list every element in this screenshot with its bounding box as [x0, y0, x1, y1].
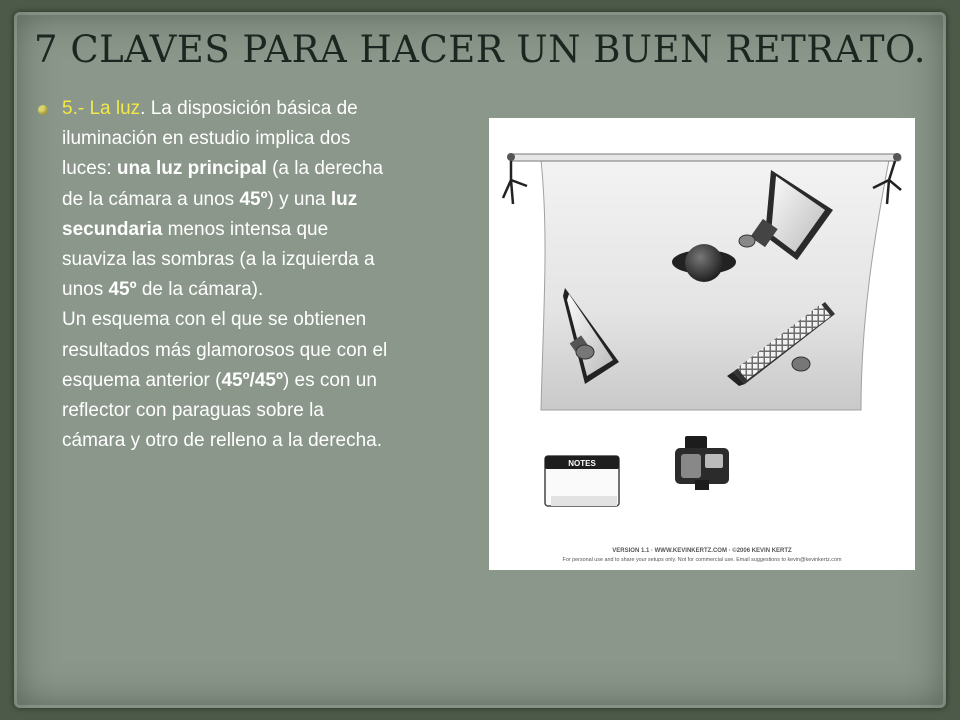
bold-term: luz secundaria: [62, 188, 358, 240]
bold-term: 45º: [108, 279, 137, 301]
credit-line-1: VERSION 1.1 · WWW.KEVINKERTZ.COM · ©2006 KEVIN KERTZ: [612, 548, 792, 554]
text-segment: La disposición básica de iluminación en estudio implica dos luces:: [62, 98, 358, 180]
text-segment: ) es con un reflector con paraguas sobre la cámara y otro de relleno a la derecha.: [62, 369, 383, 452]
text-segment: menos intensa que suaviza las sombras (a la izquierda a unos: [62, 218, 375, 301]
backdrop-end-icon: [507, 153, 515, 161]
bold-term: 45º/45º: [221, 369, 283, 391]
bullet-paragraph-2: [62, 305, 390, 456]
bold-term: 45º: [239, 188, 268, 210]
bullet-heading: 5.- La luz: [62, 98, 141, 119]
backdrop-stand-left-icon: [503, 161, 527, 204]
slide-title: 7 CLAVES PARA HACER UN BUEN RETRATO.: [34, 28, 926, 71]
camera-icon: [675, 436, 729, 490]
heading-period: .: [140, 98, 151, 119]
lighting-diagram: [489, 118, 915, 570]
bullet-content: [38, 94, 390, 456]
bullet-dot-icon: [38, 105, 48, 115]
text-segment: de la cámara).: [136, 279, 264, 301]
lighting-diagram-svg: [489, 118, 915, 570]
text-segment: Un esquema con el que se obtienen resultados más glamorosos que con el esquema anterior (: [62, 309, 388, 391]
bullet-paragraph: [62, 94, 390, 305]
backdrop-end-icon: [893, 153, 901, 161]
credit-line-2: For personal use and to share your setups only. Not for commercial use. Email suggestions to kevin@kevinkertz.com: [562, 557, 842, 563]
backdrop-bar-icon: [509, 154, 901, 161]
notes-label: NOTES: [568, 459, 596, 468]
bold-term: una luz principal: [116, 158, 267, 180]
text-segment: (a la derecha de la cámara a unos: [62, 158, 384, 210]
text-segment: ) y una: [267, 188, 331, 210]
